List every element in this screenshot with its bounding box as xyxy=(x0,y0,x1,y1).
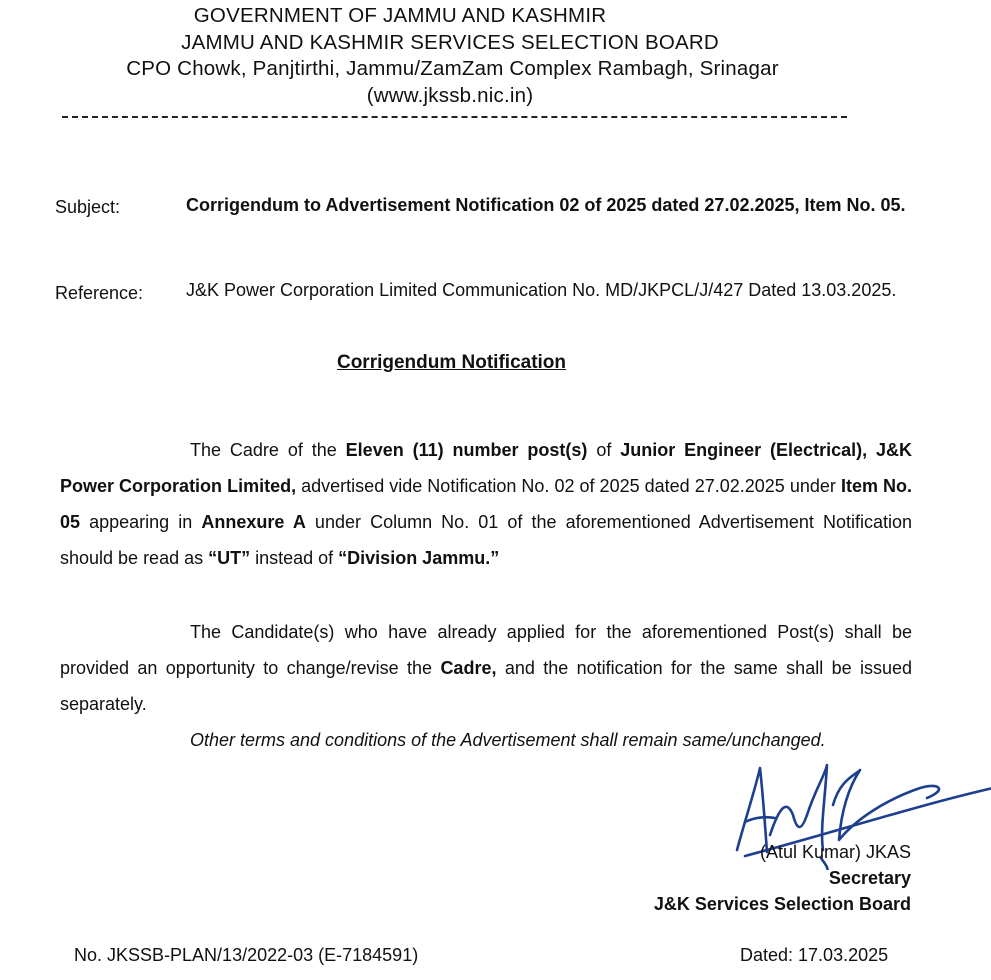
header-divider xyxy=(62,116,847,118)
paragraph-candidates: The Candidate(s) who have already applied for the aforementioned Post(s) shall be provided an opportunity to change/revise the Cadre, and the notification for the same shall be issued separately. xyxy=(60,622,912,714)
reference-number: No. JKSSB-PLAN/13/2022-03 (E-7184591) xyxy=(74,945,419,965)
signatory-designation: Secretary xyxy=(828,868,911,888)
header-government: GOVERNMENT OF JAMMU AND KASHMIR xyxy=(193,4,607,27)
signatory-block xyxy=(654,839,911,917)
issue-date: Dated: 17.03.2025 xyxy=(740,945,889,965)
signatory-organization: J&K Services Selection Board xyxy=(653,894,911,914)
subject-label: Subject: xyxy=(55,197,121,217)
header-website: (www.jkssb.nic.in) xyxy=(366,84,534,107)
notification-title: Corrigendum Notification xyxy=(336,352,567,373)
header-board: JAMMU AND KASHMIR SERVICES SELECTION BOARD xyxy=(181,31,719,54)
paragraph-terms: Other terms and conditions of the Advertisement shall remain same/unchanged. xyxy=(190,730,826,750)
subject-text: Corrigendum to Advertisement Notification 02 of 2025 dated 27.02.2025, Item No. 05. xyxy=(186,195,906,215)
reference-text: J&K Power Corporation Limited Communication No. MD/JKPCL/J/427 Dated 13.03.2025. xyxy=(186,280,897,300)
header-address: CPO Chowk, Panjtirthi, Jammu/ZamZam Complex Rambagh, Srinagar xyxy=(126,57,779,80)
paragraph-cadre: The Cadre of the Eleven (11) number post(s) of Junior Engineer (Electrical), J&K Power Corporation Limited, advertised vide Notification No. 02 of 2025 dated 27.02.2025 under Item No. 05 appearing in Annexure A under Column No. 01 of the aforementioned Advertisement Notification should be read as “UT” instead of “Division Jammu.” xyxy=(60,440,913,568)
reference-label: Reference: xyxy=(55,283,144,303)
signatory-name: (Atul Kumar) JKAS xyxy=(759,842,911,862)
